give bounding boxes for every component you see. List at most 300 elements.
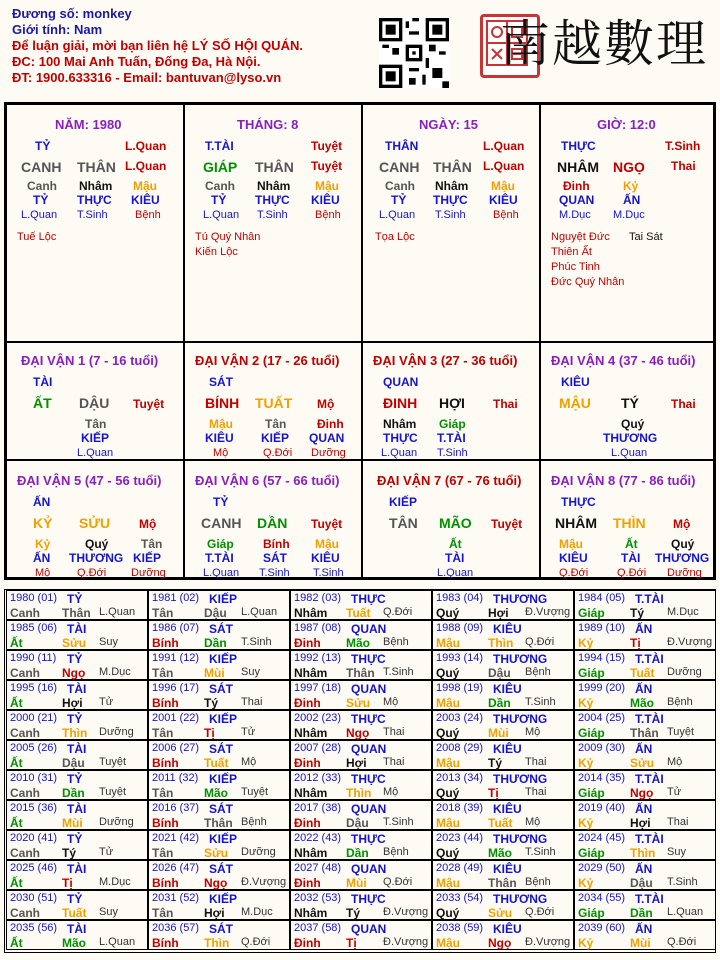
year-chi: Ngọ (346, 726, 370, 740)
year-label: 2023 (44) (436, 832, 484, 844)
hidden-status: Dưỡng (131, 567, 166, 579)
hidden-status: Dưỡng (311, 447, 346, 459)
year-chi: Sửu (346, 696, 371, 710)
hidden-can: Nhâm (435, 179, 469, 193)
year-chi: Thân (346, 666, 375, 680)
dai-van-can: CANH (201, 515, 242, 531)
hidden-status: T.Sinh (257, 209, 288, 221)
hidden-status: L.Quan (381, 447, 418, 459)
hidden-can: Mậu (315, 179, 339, 193)
year-sao: SÁT (209, 922, 233, 936)
year-cell (574, 710, 716, 740)
hidden-sao: THƯƠNG (603, 431, 658, 445)
year-cell (432, 800, 574, 830)
hidden-can: Tân (141, 537, 163, 551)
annual-luck-table (4, 589, 716, 953)
hidden-can: Quý (621, 417, 645, 431)
hidden-can: Quý (671, 537, 695, 551)
hidden-status: Bệnh (135, 209, 161, 221)
year-cell (574, 740, 716, 770)
hidden-sao: KIÊU (559, 551, 588, 565)
year-label: 1995 (16) (10, 682, 58, 694)
year-label: 2007 (28) (294, 742, 342, 754)
year-cell (574, 890, 716, 920)
pillar-title: NGÀY: 15 (419, 117, 478, 132)
year-can: Kỷ (578, 756, 594, 770)
year-sao: T.TÀI (635, 892, 664, 906)
year-status: T.Sinh (383, 666, 414, 678)
year-label: 2016 (37) (152, 802, 200, 814)
year-status: Thai (667, 816, 689, 828)
hidden-sao: THỰC (255, 193, 290, 207)
hidden-sao: T.TÀI (205, 551, 234, 565)
year-status: Bệnh (241, 816, 267, 828)
pillar-status: L.Quan (483, 159, 525, 173)
year-sao: ẤN (635, 682, 653, 696)
year-can: Tân (152, 846, 174, 860)
year-chi: Sửu (630, 756, 655, 770)
dai-van-chi: TUẤT (255, 395, 293, 411)
year-cell (6, 710, 148, 740)
year-label: 2025 (46) (10, 862, 58, 874)
year-can: Quý (436, 786, 460, 800)
year-can: Bính (152, 636, 179, 650)
year-chi: Hợi (62, 696, 83, 710)
year-sao: THƯƠNG (493, 712, 548, 726)
hidden-sao: KIÊU (131, 193, 160, 207)
year-chi: Hợi (630, 816, 651, 830)
year-sao: KIÊU (493, 682, 522, 696)
year-status: M.Dục (241, 906, 273, 918)
year-cell (6, 680, 148, 710)
year-cell (148, 590, 290, 620)
year-can: Mậu (436, 876, 460, 890)
year-cell (574, 620, 716, 650)
year-status: M.Dục (99, 876, 131, 888)
year-chi: Thìn (204, 936, 230, 950)
hidden-status: T.Sinh (77, 209, 108, 221)
pillar-title: NĂM: 1980 (55, 117, 122, 132)
year-cell (574, 800, 716, 830)
year-cell (432, 620, 574, 650)
year-chi: Tị (630, 636, 641, 650)
year-cell (148, 830, 290, 860)
year-label: 1988 (09) (436, 622, 484, 634)
year-can: Giáp (578, 786, 605, 800)
year-chi: Tý (204, 696, 219, 710)
year-cell (290, 710, 432, 740)
hidden-can: Mậu (133, 179, 157, 193)
year-chi: Mão (62, 936, 86, 950)
year-chi: Sửu (62, 636, 87, 650)
hidden-can: Giáp (439, 417, 466, 431)
pillar-top-status: L.Quan (483, 139, 525, 153)
year-can: Nhâm (294, 666, 328, 680)
year-status: Suy (241, 666, 260, 678)
year-chi: Mùi (62, 816, 83, 830)
year-chi: Tuất (62, 906, 87, 920)
year-can: Quý (436, 846, 460, 860)
year-chi: Mùi (346, 876, 367, 890)
pillar-top-sao: T.TÀI (205, 139, 234, 153)
hidden-can: Nhâm (257, 179, 291, 193)
year-label: 1992 (13) (294, 652, 342, 664)
year-cell (6, 620, 148, 650)
year-sao: KIẾP (209, 772, 238, 786)
pillar-status: Tuyệt (311, 159, 343, 173)
year-label: 2027 (48) (294, 862, 342, 874)
hidden-status: Mộ (35, 567, 51, 579)
dai-van-sao: KIÊU (561, 375, 590, 389)
dai-van-title: ĐẠI VẬN 8 (77 - 86 tuổi) (551, 473, 696, 488)
year-can: Ất (10, 696, 23, 710)
hidden-status: T.Sinh (435, 209, 466, 221)
year-sao: KIÊU (493, 802, 522, 816)
year-cell (432, 830, 574, 860)
year-chi: Thân (62, 606, 91, 620)
year-label: 2037 (58) (294, 922, 342, 934)
year-cell (574, 920, 716, 950)
year-cell (290, 800, 432, 830)
year-sao: QUAN (351, 682, 387, 696)
year-cell (574, 860, 716, 890)
year-label: 2022 (43) (294, 832, 342, 844)
year-sao: THỰC (351, 892, 386, 906)
year-can: Mậu (436, 936, 460, 950)
year-sao: QUAN (351, 802, 387, 816)
year-cell (290, 740, 432, 770)
year-status: Mộ (525, 726, 541, 738)
contact-line: Để luận giải, mời bạn liên hệ LÝ SỐ HỘI QUÁN. (12, 38, 303, 53)
year-cell (6, 890, 148, 920)
year-label: 2038 (59) (436, 922, 484, 934)
year-cell (290, 680, 432, 710)
year-cell (148, 800, 290, 830)
year-can: Giáp (578, 726, 605, 740)
pillar-year (6, 104, 184, 342)
pillar-hour (540, 104, 714, 342)
year-can: Ất (10, 636, 23, 650)
pillar-note: Nguyệt Đức (551, 231, 610, 243)
pillar-top-status: L.Quan (125, 139, 167, 153)
dai-van-chi: MÃO (439, 515, 472, 531)
pillar-day (362, 104, 540, 342)
hidden-sao: KIẾP (133, 551, 162, 565)
year-chi: Dần (630, 906, 653, 920)
year-can: Tân (152, 786, 174, 800)
year-chi: Tuất (630, 666, 655, 680)
hidden-sao: TỶ (391, 193, 407, 207)
year-status: Suy (99, 636, 118, 648)
year-label: 2031 (52) (152, 892, 200, 904)
pillar-can: GIÁP (203, 159, 238, 175)
dai-van-title: ĐẠI VẬN 4 (37 - 46 tuổi) (551, 353, 696, 368)
phone-email-line: ĐT: 1900.633316 - Email: bantuvan@lyso.vn (12, 70, 282, 85)
year-label: 1991 (12) (152, 652, 200, 664)
year-label: 1999 (20) (578, 682, 626, 694)
dai-van-chi: HỢI (439, 395, 465, 411)
year-can: Nhâm (294, 786, 328, 800)
year-chi: Tuất (204, 756, 229, 770)
year-can: Bính (152, 876, 179, 890)
hidden-status: Bệnh (315, 209, 341, 221)
year-cell (290, 830, 432, 860)
dai-van-title: ĐẠI VẬN 1 (7 - 16 tuổi) (21, 353, 159, 368)
year-sao: T.TÀI (635, 592, 664, 606)
gender: Giới tính: Nam (12, 22, 103, 37)
year-sao: KIẾP (209, 832, 238, 846)
year-sao: TÀI (67, 742, 87, 756)
year-status: Thai (525, 786, 547, 798)
year-can: Đinh (294, 936, 321, 950)
year-label: 2008 (29) (436, 742, 484, 754)
year-can: Kỷ (578, 816, 594, 830)
hidden-can: Ất (449, 537, 462, 551)
year-sao: KIÊU (493, 862, 522, 876)
year-cell (6, 830, 148, 860)
hidden-sao: THỰC (383, 431, 418, 445)
year-status: Đ.Vượng (525, 606, 571, 618)
year-label: 2014 (35) (578, 772, 626, 784)
year-sao: T.TÀI (635, 712, 664, 726)
hidden-status: Dưỡng (667, 567, 702, 579)
year-label: 1994 (15) (578, 652, 626, 664)
hidden-sao: KIÊU (205, 431, 234, 445)
year-cell (148, 860, 290, 890)
hidden-status: M.Dục (559, 209, 591, 221)
year-can: Mậu (436, 696, 460, 710)
pillar-chi: NGỌ (613, 159, 645, 175)
year-can: Quý (436, 906, 460, 920)
dai-van-can: MẬU (559, 395, 591, 411)
year-label: 2005 (26) (10, 742, 58, 754)
year-sao: T.TÀI (635, 832, 664, 846)
year-sao: TÀI (67, 862, 87, 876)
dai-van-title: ĐẠI VẬN 3 (27 - 36 tuổi) (373, 353, 518, 368)
year-can: Quý (436, 606, 460, 620)
dai-van-sao: KIẾP (389, 495, 418, 509)
year-label: 1985 (06) (10, 622, 58, 634)
year-status: Dưỡng (241, 846, 276, 858)
year-sao: TỶ (67, 772, 83, 786)
year-label: 2024 (45) (578, 832, 626, 844)
hidden-can: Tân (265, 417, 287, 431)
year-sao: KIẾP (209, 892, 238, 906)
year-cell (432, 650, 574, 680)
hidden-status: M.Dục (613, 209, 645, 221)
hidden-sao: TỶ (211, 193, 227, 207)
year-can: Ất (10, 756, 23, 770)
year-sao: SÁT (209, 682, 233, 696)
year-sao: TÀI (67, 682, 87, 696)
year-can: Giáp (578, 606, 605, 620)
dai-van-sao: SÁT (209, 375, 233, 389)
year-label: 1980 (01) (10, 592, 58, 604)
year-chi: Tị (346, 936, 357, 950)
hidden-can: Mậu (559, 537, 583, 551)
year-label: 2017 (38) (294, 802, 342, 814)
year-cell (432, 680, 574, 710)
year-status: T.Sinh (525, 846, 556, 858)
dai-van-chi: THÌN (613, 515, 646, 531)
year-can: Canh (10, 606, 40, 620)
year-label: 1989 (10) (578, 622, 626, 634)
year-cell (148, 740, 290, 770)
year-label: 2015 (36) (10, 802, 58, 814)
year-can: Đinh (294, 816, 321, 830)
year-can: Bính (152, 756, 179, 770)
dai-van-8 (540, 460, 714, 578)
year-chi: Tý (62, 846, 77, 860)
hidden-sao: SÁT (263, 551, 287, 565)
year-chi: Tị (62, 876, 73, 890)
year-label: 2030 (51) (10, 892, 58, 904)
year-cell (6, 590, 148, 620)
year-label: 1997 (18) (294, 682, 342, 694)
year-sao: KIẾP (209, 652, 238, 666)
year-status: Tuyệt (99, 786, 127, 798)
year-sao: THƯƠNG (493, 592, 548, 606)
year-status: Suy (667, 846, 686, 858)
dai-van-1 (6, 342, 184, 460)
year-sao: TỶ (67, 652, 83, 666)
year-status: Đ.Vượng (667, 636, 713, 648)
year-label: 1986 (07) (152, 622, 200, 634)
year-label: 1990 (11) (10, 652, 57, 664)
year-label: 1983 (04) (436, 592, 484, 604)
pillar-note: Đức Quý Nhân (551, 276, 625, 288)
year-label: 2026 (47) (152, 862, 200, 874)
hidden-sao: KIÊU (311, 551, 340, 565)
year-label: 2021 (42) (152, 832, 200, 844)
hidden-status: T.Sinh (313, 567, 344, 579)
year-sao: T.TÀI (635, 772, 664, 786)
year-cell (148, 680, 290, 710)
year-cell (148, 620, 290, 650)
pillar-note: Tuế Lộc (17, 231, 57, 243)
year-can: Nhâm (294, 906, 328, 920)
year-label: 2004 (25) (578, 712, 626, 724)
hidden-can: Ất (625, 537, 638, 551)
year-sao: KIÊU (493, 922, 522, 936)
year-chi: Dần (62, 786, 85, 800)
year-can: Bính (152, 696, 179, 710)
hidden-can: Mậu (491, 179, 515, 193)
year-cell (432, 710, 574, 740)
dai-van-title: ĐẠI VẬN 5 (47 - 56 tuổi) (17, 473, 162, 488)
year-chi: Dần (488, 696, 511, 710)
year-chi: Mão (488, 846, 512, 860)
year-chi: Thìn (346, 786, 372, 800)
dai-van-can: BÍNH (205, 395, 240, 411)
year-label: 1993 (14) (436, 652, 484, 664)
year-label: 2006 (27) (152, 742, 200, 754)
year-cell (6, 770, 148, 800)
year-chi: Hợi (488, 606, 509, 620)
year-chi: Hợi (204, 906, 225, 920)
dai-van-can: TÂN (389, 515, 418, 531)
year-status: Tử (99, 846, 114, 858)
year-status: Tuyệt (241, 786, 269, 798)
year-sao: ẤN (635, 922, 653, 936)
year-label: 2029 (50) (578, 862, 626, 874)
year-status: Mộ (525, 816, 541, 828)
hidden-sao: THỰC (77, 193, 112, 207)
hidden-can: Quý (85, 537, 109, 551)
year-chi: Mão (204, 786, 228, 800)
year-label: 2028 (49) (436, 862, 484, 874)
year-cell (148, 650, 290, 680)
year-chi: Tuất (488, 816, 513, 830)
year-cell (290, 650, 432, 680)
hidden-status: L.Quan (611, 447, 648, 459)
year-status: Đ.Vượng (241, 876, 287, 888)
year-status: T.Sinh (525, 696, 556, 708)
dai-van-title: ĐẠI VẬN 7 (67 - 76 tuổi) (377, 473, 522, 488)
year-sao: QUAN (351, 862, 387, 876)
year-can: Ất (10, 876, 23, 890)
year-sao: THỰC (351, 592, 386, 606)
year-cell (432, 890, 574, 920)
year-status: M.Dục (99, 666, 131, 678)
year-sao: KIẾP (209, 592, 238, 606)
year-label: 1982 (03) (294, 592, 342, 604)
hidden-can: Mậu (315, 537, 339, 551)
pillar-note: Kiến Lộc (195, 246, 238, 258)
year-can: Mậu (436, 636, 460, 650)
year-chi: Ngọ (62, 666, 86, 680)
year-sao: TỶ (67, 832, 83, 846)
hidden-sao: QUAN (559, 193, 595, 207)
hidden-can: Tân (85, 417, 107, 431)
year-can: Quý (436, 666, 460, 680)
dai-van-chi: SỬU (79, 515, 111, 531)
hidden-status: T.Sinh (437, 447, 468, 459)
year-label: 2019 (40) (578, 802, 626, 814)
pillar-chi: THÂN (433, 159, 472, 175)
year-cell (290, 920, 432, 950)
year-can: Bính (152, 936, 179, 950)
year-cell (432, 920, 574, 950)
pillar-top-sao: THÂN (385, 139, 419, 153)
pillar-note: Tọa Lộc (375, 231, 415, 243)
pillar-note: Thiên Ất (551, 246, 592, 258)
year-sao: SÁT (209, 622, 233, 636)
year-sao: TỶ (67, 712, 83, 726)
pillar-can: CANH (21, 159, 62, 175)
dai-van-5 (6, 460, 184, 578)
dai-van-status: Tuyệt (311, 517, 343, 531)
year-can: Canh (10, 726, 40, 740)
hidden-can: Kỷ (35, 537, 51, 551)
year-label: 2036 (57) (152, 922, 200, 934)
year-sao: KIẾP (209, 712, 238, 726)
year-cell (6, 650, 148, 680)
hidden-sao: THƯƠNG (655, 551, 710, 565)
year-chi: Tuất (346, 606, 371, 620)
dai-van-title: ĐẠI VẬN 6 (57 - 66 tuổi) (195, 473, 340, 488)
year-sao: T.TÀI (635, 652, 664, 666)
dai-van-7 (362, 460, 540, 578)
year-label: 2002 (23) (294, 712, 342, 724)
year-sao: ẤN (635, 742, 653, 756)
year-chi: Tị (488, 786, 499, 800)
year-can: Canh (10, 786, 40, 800)
year-label: 2034 (55) (578, 892, 626, 904)
dai-van-4 (540, 342, 714, 460)
pillar-top-status: Tuyệt (311, 139, 343, 153)
year-status: Mộ (667, 756, 683, 768)
